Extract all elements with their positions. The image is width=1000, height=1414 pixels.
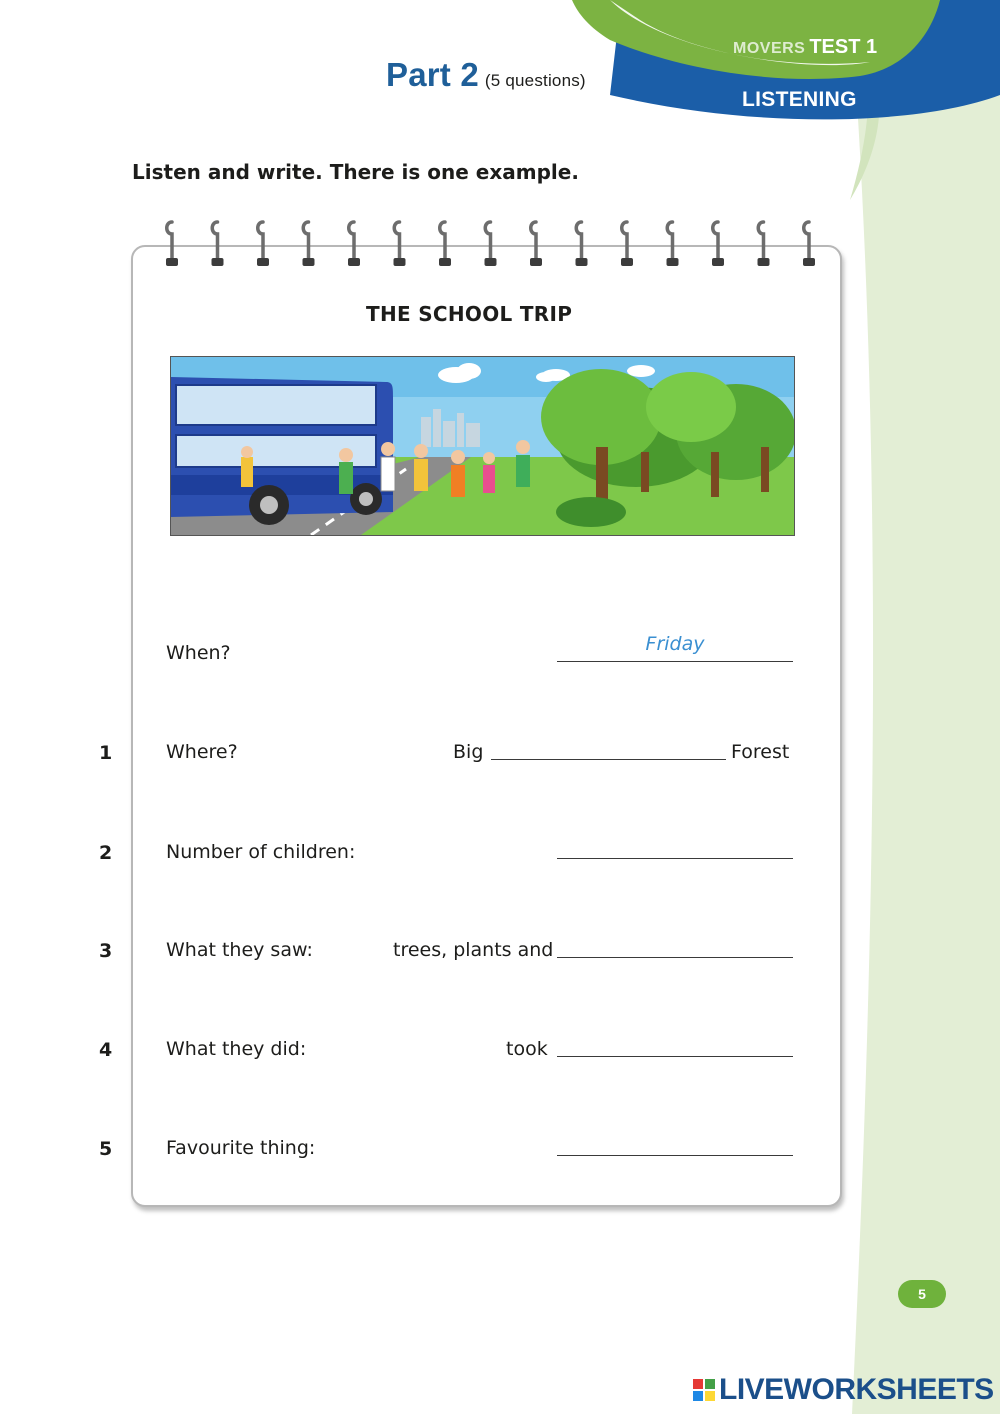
spiral-ring-icon <box>621 222 633 266</box>
question-3-label: What they saw: <box>166 939 313 961</box>
question-3-prefix: trees, plants and <box>393 939 554 961</box>
spiral-ring-icon <box>212 222 224 266</box>
question-3-answer-line[interactable] <box>557 957 793 958</box>
question-1-answer-line[interactable] <box>491 759 726 760</box>
question-2-answer-line[interactable] <box>557 858 793 859</box>
spiral-ring-icon <box>576 222 588 266</box>
spiral-ring-icon <box>667 222 679 266</box>
question-3-number: 3 <box>99 940 113 962</box>
example-answer: Friday <box>645 633 705 655</box>
spiral-ring-icon <box>485 222 497 266</box>
spiral-ring-icon <box>257 222 269 266</box>
spiral-ring-icon <box>530 222 542 266</box>
spiral-binding-icon <box>150 218 830 270</box>
example-label: When? <box>166 642 231 664</box>
spiral-ring-icon <box>803 222 815 266</box>
question-5-answer-line[interactable] <box>557 1155 793 1156</box>
brand-name: LIVEWORKSHEETS <box>719 1373 994 1406</box>
question-4-prefix: took <box>506 1038 548 1060</box>
spiral-ring-icon <box>758 222 770 266</box>
spiral-ring-icon <box>394 222 406 266</box>
spiral-ring-icon <box>348 222 360 266</box>
question-2-number: 2 <box>99 842 113 864</box>
notebook-title: THE SCHOOL TRIP <box>366 302 573 326</box>
question-4-number: 4 <box>99 1039 113 1061</box>
spiral-ring-icon <box>303 222 315 266</box>
badge-test: TEST 1 <box>809 36 878 58</box>
part-note: (5 questions) <box>484 71 586 90</box>
spiral-ring-icon <box>712 222 724 266</box>
spiral-ring-icon <box>439 222 451 266</box>
movers-test-badge <box>560 0 1000 140</box>
part-label: Part 2 <box>386 56 479 93</box>
page-title <box>386 56 586 94</box>
question-4-answer-line[interactable] <box>557 1056 793 1057</box>
question-1-suffix: Forest <box>731 741 790 763</box>
question-4-label: What they did: <box>166 1038 307 1060</box>
question-2-label: Number of children: <box>166 841 356 863</box>
spiral-ring-icon <box>166 222 178 266</box>
badge-level-label <box>733 36 877 59</box>
question-5-number: 5 <box>99 1138 113 1160</box>
instructions: Listen and write. There is one example. <box>132 160 579 184</box>
liveworksheets-logo-icon <box>693 1379 715 1401</box>
question-5-label: Favourite thing: <box>166 1137 316 1159</box>
question-1-prefix: Big <box>453 741 484 763</box>
badge-section: LISTENING <box>742 88 857 111</box>
example-answer-line <box>557 661 793 662</box>
question-1-number: 1 <box>99 742 113 764</box>
page-number: 5 <box>898 1280 946 1308</box>
liveworksheets-logo <box>693 1370 994 1410</box>
badge-level: MOVERS <box>733 40 806 57</box>
question-1-label: Where? <box>166 741 238 763</box>
school-trip-illustration <box>170 356 795 536</box>
